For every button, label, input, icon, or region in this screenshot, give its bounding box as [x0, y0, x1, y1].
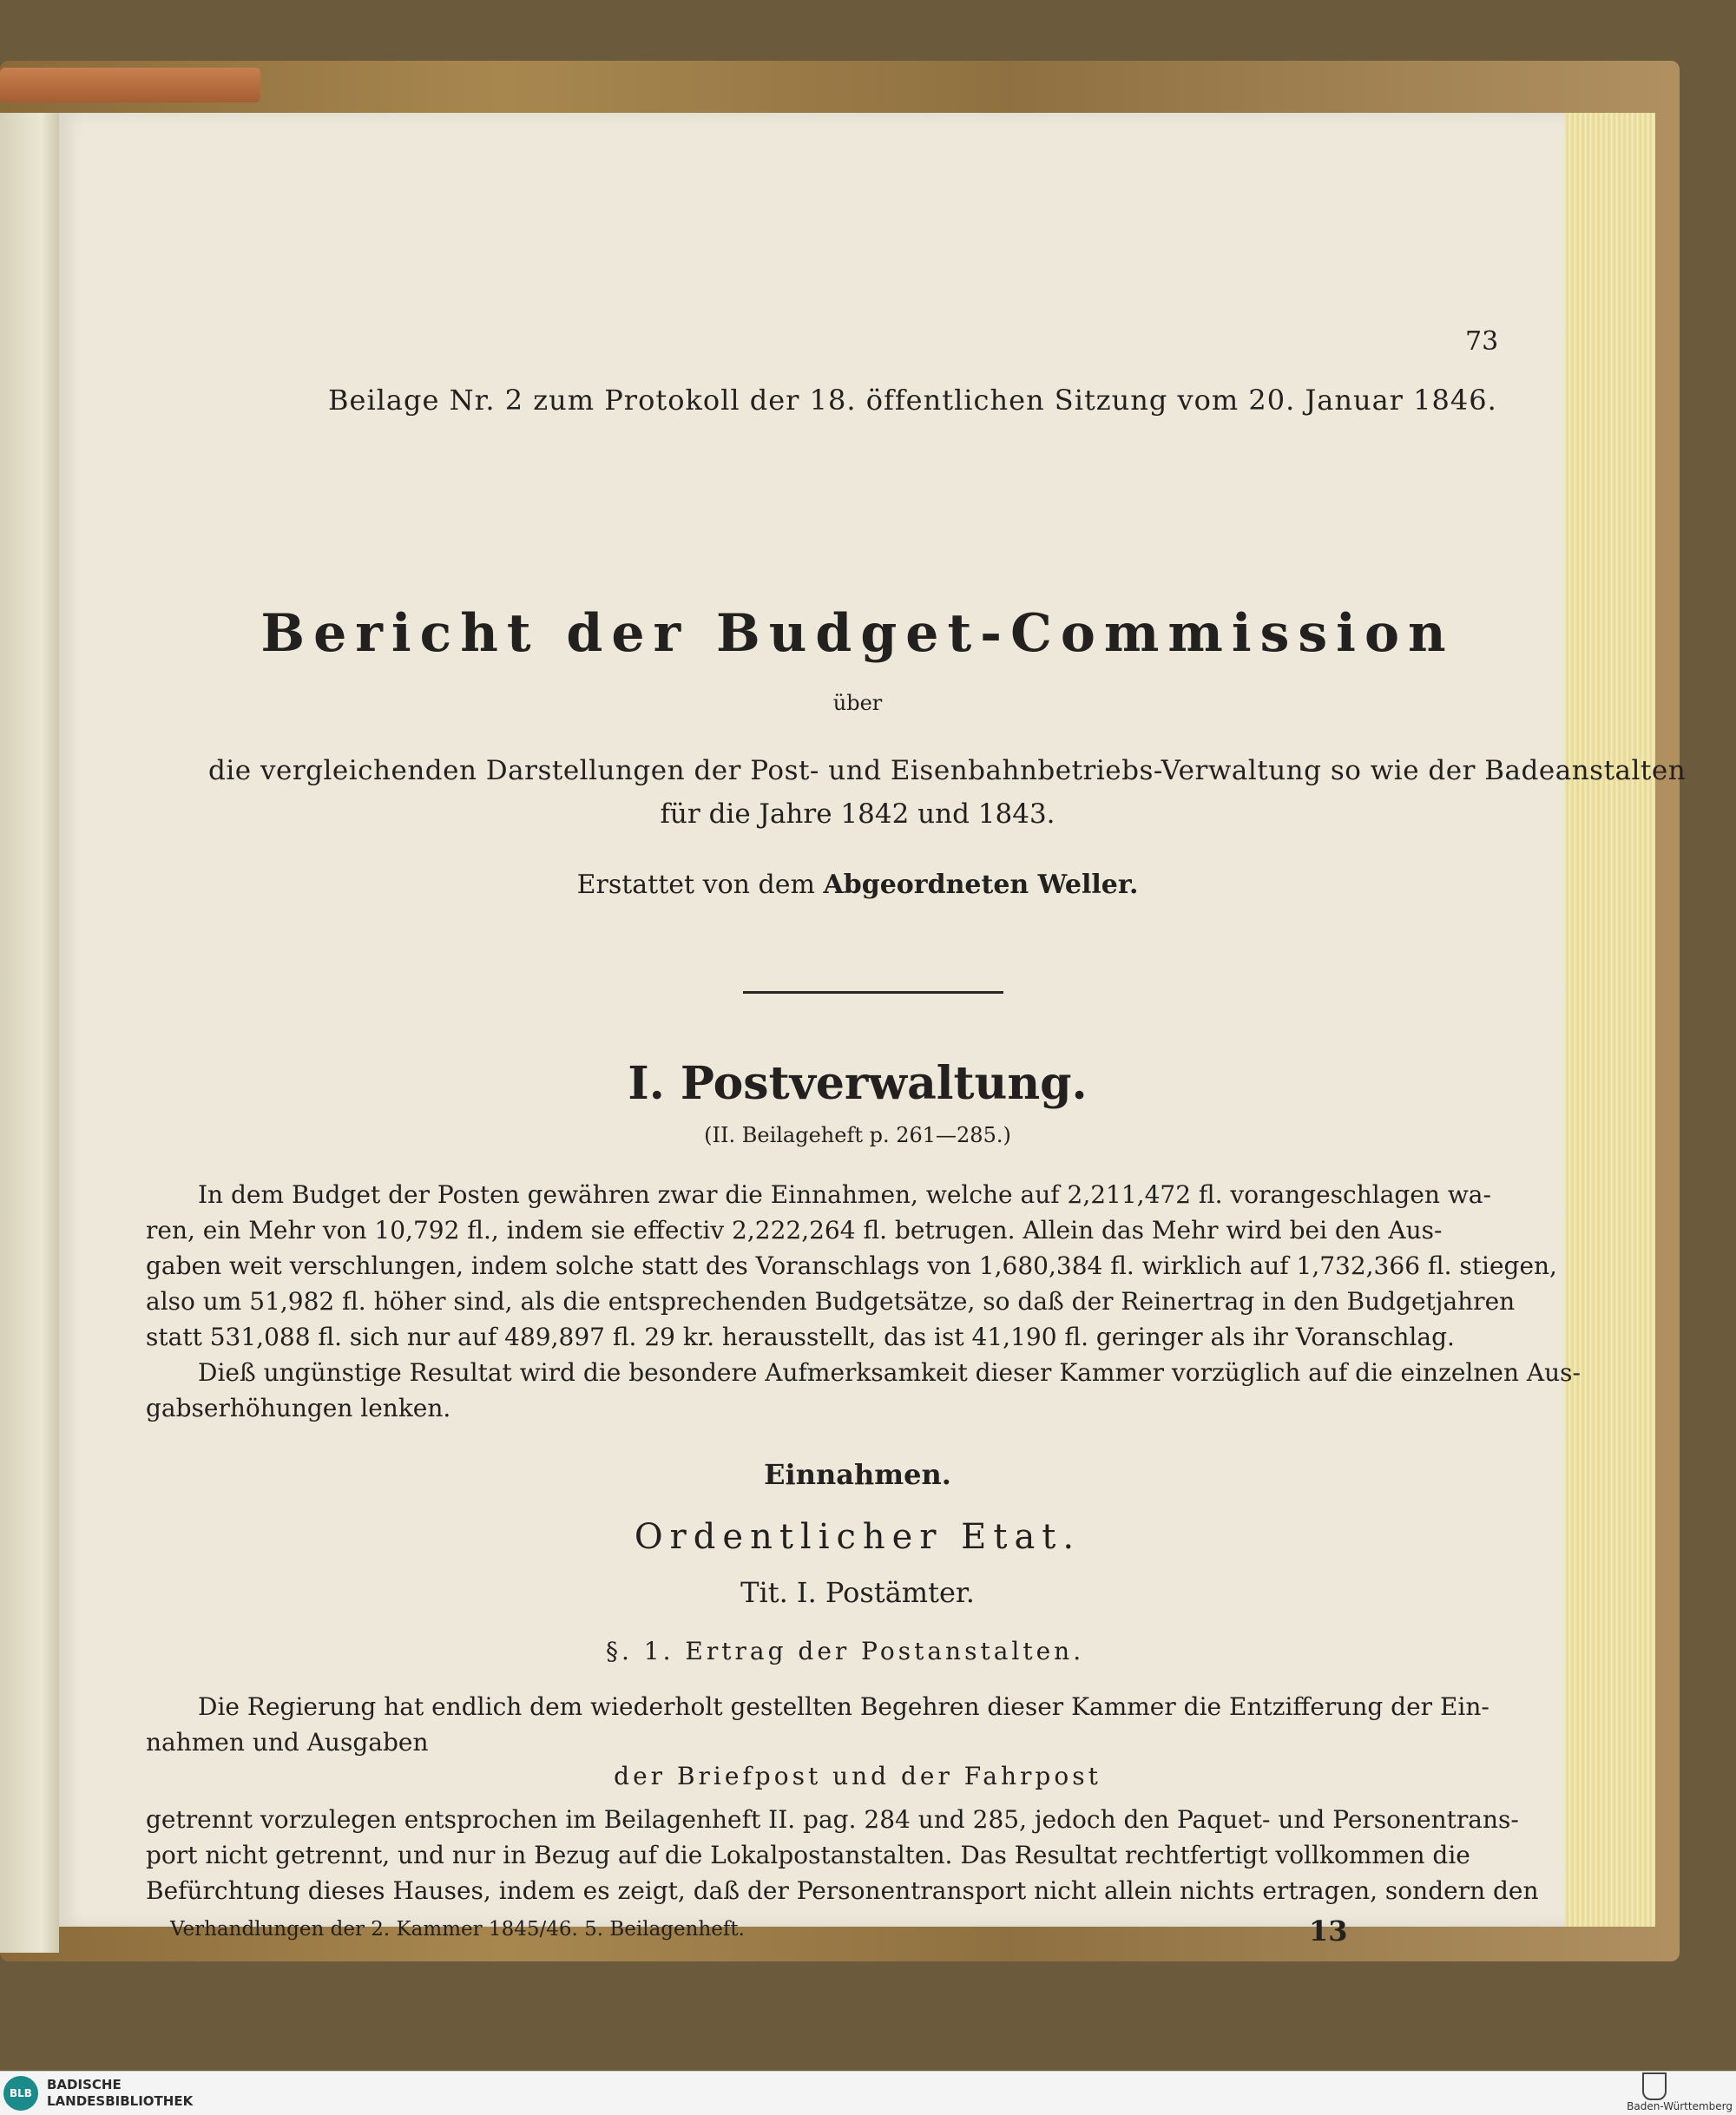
library-name-line-1: BADISCHE: [47, 2077, 122, 2092]
subtitle-line-2: für die Jahre 1842 und 1843.: [660, 798, 1055, 830]
etat-heading: Ordentlicher Etat.: [634, 1517, 1082, 1557]
section-heading: I. Postverwaltung.: [628, 1057, 1088, 1110]
state-crest-icon: [1642, 2072, 1667, 2100]
erstattet-line: [59, 870, 1656, 900]
paragraph4-line: getrennt vorzulegen entsprochen im Beilagenheft II. pag. 284 und 285, jedoch den Paquet- und Personentrans-: [146, 1805, 1519, 1834]
titel-heading: Tit. I. Postämter.: [740, 1576, 975, 1609]
library-name[interactable]: [47, 2077, 193, 2110]
einnahmen-heading: Einnahmen.: [764, 1458, 951, 1491]
scanned-page: [59, 113, 1687, 1948]
page-number: 73: [1465, 326, 1499, 357]
page-footer: Verhandlungen der 2. Kammer 1845/46. 5. Beilagenheft.: [170, 1918, 745, 1941]
viewer-footer-bar: [0, 2071, 1736, 2115]
subtitle-line-1: die vergleichenden Darstellungen der Post- und Eisenbahnbetriebs-Verwaltung so wie der Badeanstalten: [208, 755, 1687, 786]
left-page-edge: [0, 113, 59, 1953]
erstattet-prefix: Erstattet von dem: [576, 870, 815, 900]
library-name-line-2: LANDESBIBLIOTHEK: [47, 2093, 194, 2109]
signature-mark: 13: [1309, 1915, 1348, 1948]
paragraph4-line: Befürchtung dieses Hauses, indem es zeigt, daß der Personentransport nicht allein nichts ertragen, sondern den: [146, 1876, 1539, 1905]
report-title: Bericht der Budget-Commission: [260, 603, 1455, 664]
section-reference: (II. Beilageheft p. 261—285.): [704, 1123, 1011, 1147]
ueber-line: über: [832, 691, 883, 715]
paragraph3-line: Die Regierung hat endlich dem wiederholt gestellten Begehren dieser Kammer die Entzifferung der Ein-: [198, 1692, 1489, 1721]
paragraph3-line: nahmen und Ausgaben: [146, 1728, 429, 1757]
paragraph1-line: also um 51,982 fl. höher sind, als die entsprechenden Budgetsätze, so daß der Reinertrag in den Budgetjahren: [146, 1287, 1516, 1316]
paragraph2-line: gabserhöhungen lenken.: [146, 1394, 451, 1422]
paragraph4-line: port nicht getrennt, und nur in Bezug auf die Lokalpostanstalten. Das Resultat rechtfertigt vollkommen die: [146, 1841, 1470, 1869]
divider-rule: [743, 991, 1003, 994]
paragraph-mark-heading: §. 1. Ertrag der Postanstalten.: [606, 1637, 1085, 1665]
book-spine-top: [0, 68, 260, 102]
page-edges: [1558, 113, 1655, 1927]
paragraph1-line: ren, ein Mehr von 10,792 fl., indem sie effectiv 2,222,264 fl. betrugen. Allein das Mehr wird bei den Aus-: [146, 1216, 1443, 1245]
paragraph2-line: Dieß ungünstige Resultat wird die besondere Aufmerksamkeit dieser Kammer vorzüglich auf die einzelnen Aus-: [198, 1358, 1581, 1387]
erstattet-name: Abgeordneten Weller.: [823, 870, 1139, 900]
library-logo-icon[interactable]: BLB: [3, 2076, 38, 2111]
paragraph1-line: statt 531,088 fl. sich nur auf 489,897 fl. 29 kr. herausstellt, das ist 41,190 fl. geringer als ihr Voranschlag.: [146, 1323, 1455, 1351]
header-line: Beilage Nr. 2 zum Protokoll der 18. öffentlichen Sitzung vom 20. Januar 1846.: [328, 384, 1497, 417]
paragraph1-line: gaben weit verschlungen, indem solche statt des Voranschlags von 1,680,384 fl. wirklich auf 1,732,366 fl. stiegen,: [146, 1251, 1557, 1280]
briefpost-line: der Briefpost und der Fahrpost: [614, 1762, 1101, 1790]
paragraph1-line: In dem Budget der Posten gewähren zwar die Einnahmen, welche auf 2,211,472 fl. vorangeschlagen wa-: [198, 1180, 1491, 1209]
region-label: Baden-Württemberg: [1627, 2100, 1733, 2112]
